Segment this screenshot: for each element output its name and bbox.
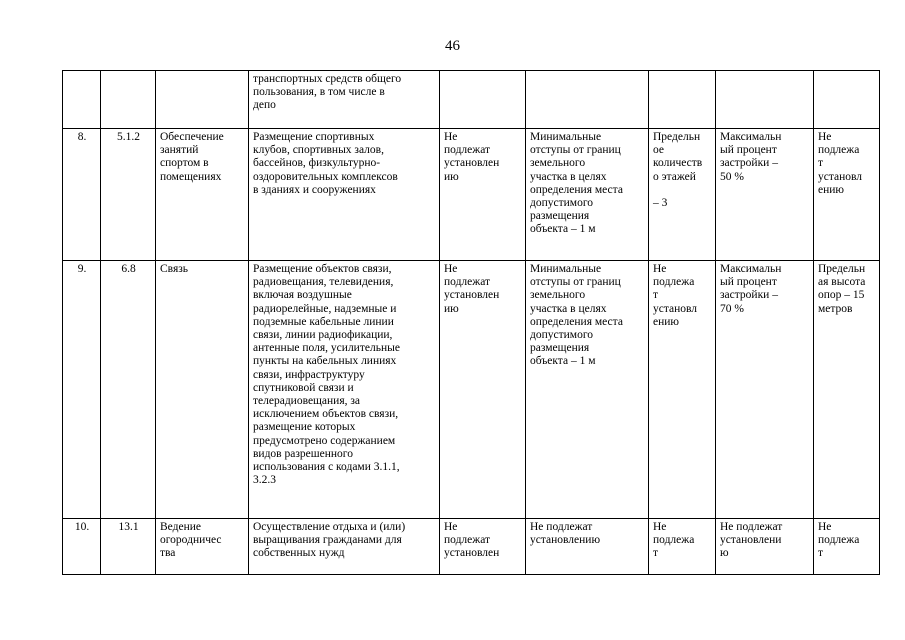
land-use-regulations-table xyxy=(62,70,880,575)
coverage-cell: Максимальн ый процент застройки – 50 % xyxy=(716,129,814,261)
use-code-cell: 5.1.2 xyxy=(101,129,156,261)
setback-cell xyxy=(526,71,649,129)
row-number-cell: 10. xyxy=(63,519,101,575)
other-params-cell: Не подлежа т установл ению xyxy=(814,129,880,261)
use-name-cell xyxy=(156,71,249,129)
other-params-cell xyxy=(814,71,880,129)
use-name-cell: Ведение огородничес тва xyxy=(156,519,249,575)
other-params-cell: Не подлежа т xyxy=(814,519,880,575)
plot-size-cell: Не подлежат установлен ию xyxy=(440,261,526,519)
floors-cell: Не подлежа т установл ению xyxy=(649,261,716,519)
other-params-cell: Предельн ая высота опор – 15 метров xyxy=(814,261,880,519)
use-code-cell: 6.8 xyxy=(101,261,156,519)
table-row xyxy=(63,129,880,261)
row-number-cell xyxy=(63,71,101,129)
table-row xyxy=(63,261,880,519)
row-number-cell: 9. xyxy=(63,261,101,519)
plot-size-cell: Не подлежат установлен ию xyxy=(440,129,526,261)
use-description-cell: Размещение объектов связи, радиовещания, телевидения, включая воздушные радиорелейные, надземные и подземные кабельные линии связи, линии радиофикации, антенные поля, усилительные пункты на кабельных линиях связи, инфраструктуру спутниковой связи и телерадиовещания, за исключением объектов связи, размещение которых предусмотрено содержанием видов разрешенного использования с кодами 3.1.1, 3.2.3 xyxy=(249,261,440,519)
use-name-cell: Обеспечение занятий спортом в помещениях xyxy=(156,129,249,261)
use-description-cell: транспортных средств общего пользования, в том числе в депо xyxy=(249,71,440,129)
table-row xyxy=(63,519,880,575)
page-number: 46 xyxy=(445,38,460,54)
setback-cell: Минимальные отступы от границ земельного участка в целях определения места допустимого размещения объекта – 1 м xyxy=(526,261,649,519)
floors-cell xyxy=(649,71,716,129)
use-code-cell: 13.1 xyxy=(101,519,156,575)
floors-cell: Предельн ое количеств о этажей – 3 xyxy=(649,129,716,261)
table-row xyxy=(63,71,880,129)
setback-cell: Не подлежат установлению xyxy=(526,519,649,575)
use-name-cell: Связь xyxy=(156,261,249,519)
use-code-cell xyxy=(101,71,156,129)
use-description-cell: Размещение спортивных клубов, спортивных залов, бассейнов, физкультурно- оздоровительных комплексов в зданиях и сооружениях xyxy=(249,129,440,261)
floors-cell: Не подлежа т xyxy=(649,519,716,575)
row-number-cell: 8. xyxy=(63,129,101,261)
plot-size-cell xyxy=(440,71,526,129)
coverage-cell: Не подлежат установлени ю xyxy=(716,519,814,575)
setback-cell: Минимальные отступы от границ земельного участка в целях определения места допустимого размещения объекта – 1 м xyxy=(526,129,649,261)
coverage-cell xyxy=(716,71,814,129)
coverage-cell: Максимальн ый процент застройки – 70 % xyxy=(716,261,814,519)
plot-size-cell: Не подлежат установлен xyxy=(440,519,526,575)
use-description-cell: Осуществление отдыха и (или) выращивания гражданами для собственных нужд xyxy=(249,519,440,575)
